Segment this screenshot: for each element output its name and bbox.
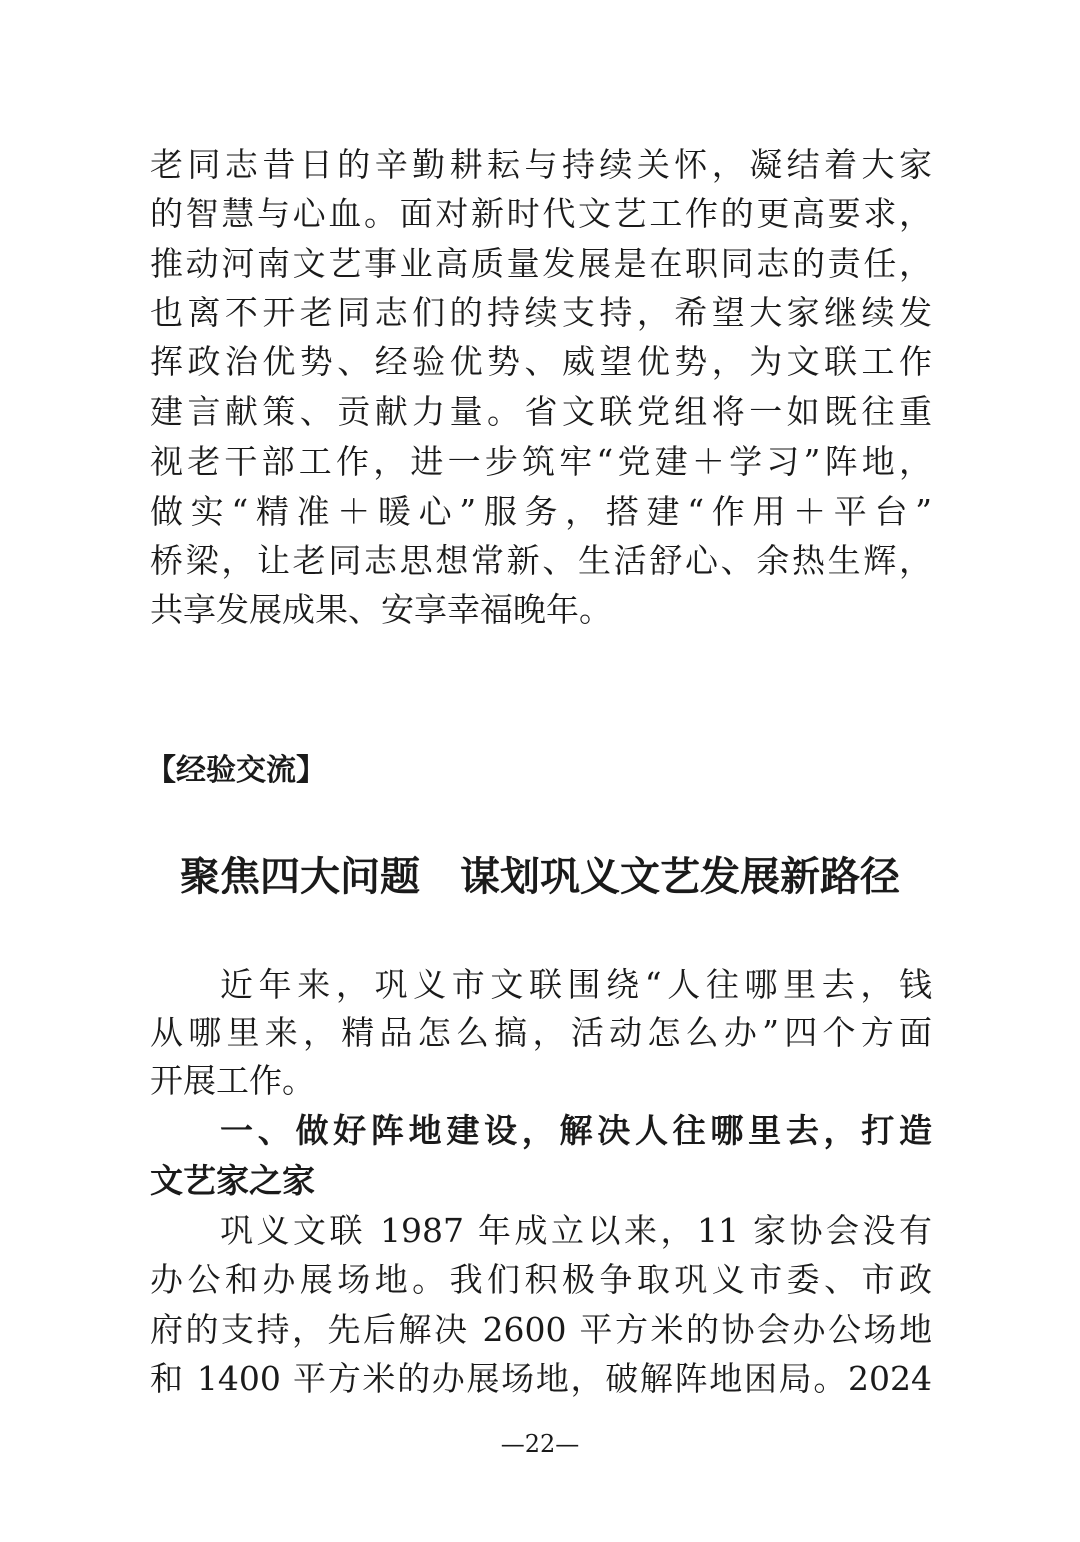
body-line: 从哪里来，精品怎么搞，活动怎么办”四个方面 xyxy=(150,1013,932,1052)
body-line: 的智慧与心血。面对新时代文艺工作的更高要求， xyxy=(150,194,932,233)
body-line: 和 1400 平方米的办展场地，破解阵地困局。2024 xyxy=(150,1359,932,1398)
body-line: 近年来，巩义市文联围绕“人往哪里去，钱 xyxy=(220,965,932,1004)
body-line: 挥政治优势、经验优势、威望优势，为文联工作 xyxy=(150,342,932,381)
body-line: 建言献策、贡献力量。省文联党组将一如既往重 xyxy=(150,392,932,431)
body-line: 共享发展成果、安享幸福晚年。 xyxy=(150,590,612,629)
article-title: 聚焦四大问题 谋划巩义文艺发展新路径 xyxy=(180,853,900,900)
body-line: 做实“精准＋暖心”服务，搭建“作用＋平台” xyxy=(150,492,932,531)
body-line: 也离不开老同志们的持续支持，希望大家继续发 xyxy=(150,293,932,332)
body-line: 桥梁，让老同志思想常新、生活舒心、余热生辉， xyxy=(150,541,932,580)
section-heading: 一、做好阵地建设，解决人往哪里去，打造 xyxy=(220,1111,932,1150)
page-number: —22— xyxy=(500,1430,580,1458)
body-line: 视老干部工作，进一步筑牢“党建＋学习”阵地， xyxy=(150,442,932,481)
body-line: 办公和办展场地。我们积极争取巩义市委、市政 xyxy=(150,1260,932,1299)
body-line: 老同志昔日的辛勤耕耘与持续关怀，凝结着大家 xyxy=(150,145,932,184)
section-heading: 文艺家之家 xyxy=(150,1161,315,1200)
body-line: 府的支持，先后解决 2600 平方米的协会办公场地 xyxy=(150,1310,932,1349)
body-line: 推动河南文艺事业高质量发展是在职同志的责任， xyxy=(150,244,932,283)
body-line: 巩义文联 1987 年成立以来，11 家协会没有 xyxy=(220,1211,932,1250)
section-label: 【经验交流】 xyxy=(146,753,326,788)
body-line: 开展工作。 xyxy=(150,1061,315,1100)
